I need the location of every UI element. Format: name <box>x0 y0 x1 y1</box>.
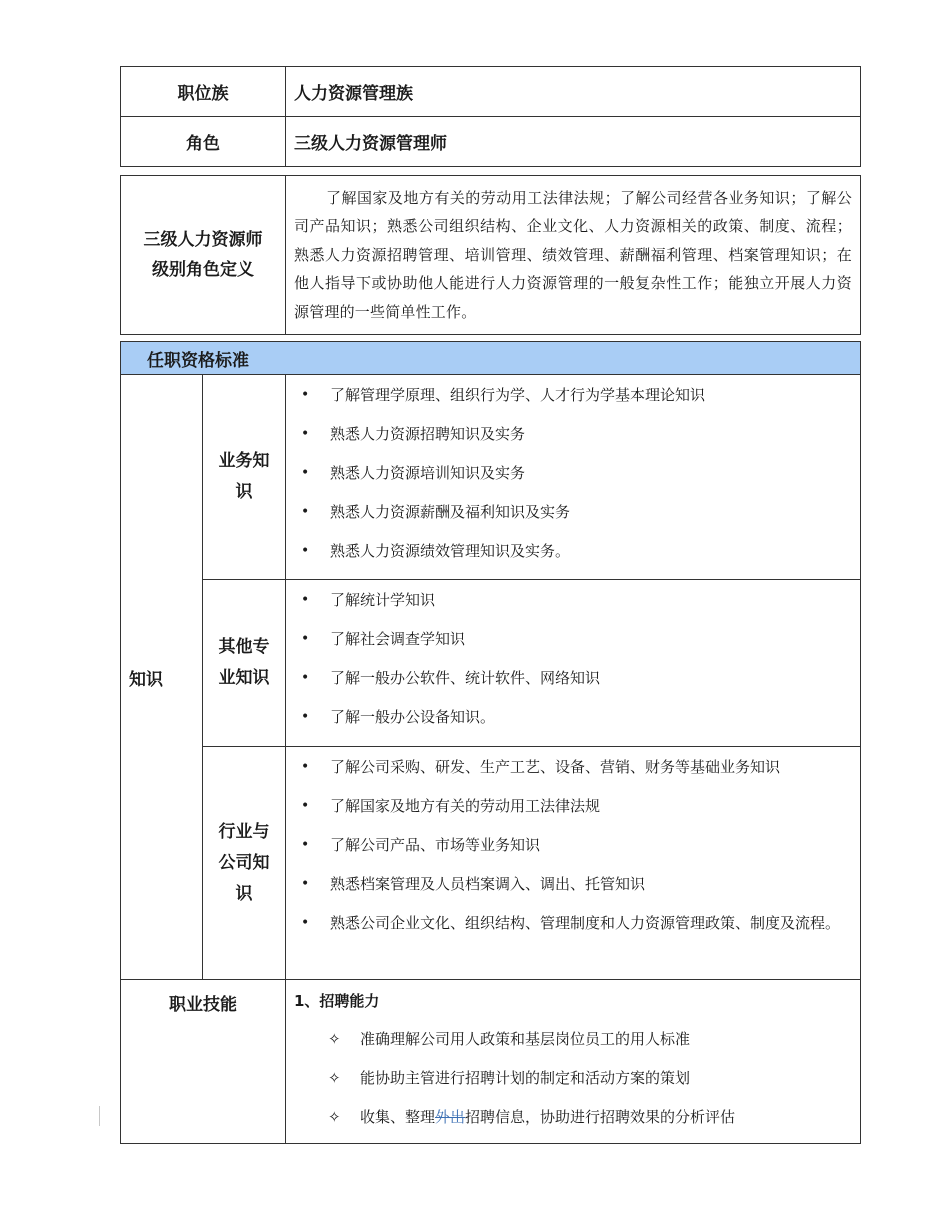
list-item <box>294 420 852 449</box>
list-item <box>294 586 852 615</box>
skills-label: 职业技能 <box>121 980 286 1144</box>
group-items-cell <box>286 580 861 747</box>
definition-label-line1: 三级人力资源师 <box>143 230 263 250</box>
skills-list <box>294 1026 852 1130</box>
list-item-text: 熟悉人力资源招聘知识及实务 <box>330 425 526 443</box>
bullet-icon: • <box>301 709 310 725</box>
list-item-text: 招聘信息，协助进行招聘效果的分析评估 <box>465 1108 736 1126</box>
group-label <box>203 375 286 580</box>
job-family-value: 人力资源管理族 <box>286 67 861 117</box>
list-item-text: 能协助主管进行招聘计划的制定和活动方案的策划 <box>360 1069 691 1087</box>
group-items-cell <box>286 747 861 980</box>
knowledge-list <box>294 753 852 937</box>
group-items-cell <box>286 375 861 580</box>
list-item <box>294 537 852 566</box>
list-item <box>294 498 852 527</box>
bullet-icon: • <box>301 543 310 559</box>
group-label-line: 公司知 <box>218 852 270 873</box>
list-item <box>294 703 852 732</box>
bullet-icon: • <box>301 915 310 931</box>
role-definition-table <box>120 175 861 335</box>
bullet-icon: • <box>301 426 310 442</box>
qualification-table <box>120 341 861 1144</box>
role-label: 角色 <box>121 117 286 167</box>
bullet-icon: • <box>301 631 310 647</box>
group-label <box>203 580 286 747</box>
list-item <box>294 753 852 782</box>
group-label-line: 其他专 <box>218 637 270 657</box>
tracked-deletion: 外出 <box>435 1108 466 1126</box>
list-item-text: 了解公司产品、市场等业务知识 <box>330 836 541 854</box>
list-item-text: 准确理解公司用人政策和基层岗位员工的用人标准 <box>360 1030 691 1048</box>
list-item-text: 熟悉公司企业文化、组织结构、管理制度和人力资源管理政策、制度及流程。 <box>330 914 841 932</box>
list-item-text: 了解社会调查学知识 <box>330 630 466 648</box>
bullet-icon: • <box>301 504 310 520</box>
knowledge-list <box>294 586 852 732</box>
qualification-title: 任职资格标准 <box>121 342 861 375</box>
list-item <box>294 1065 852 1091</box>
bullet-icon: • <box>301 465 310 481</box>
knowledge-label: 知识 <box>121 375 203 980</box>
group-label-line: 识 <box>235 482 253 502</box>
diamond-bullet-icon: ✧ <box>328 1030 341 1048</box>
definition-label <box>121 176 286 335</box>
group-label-line: 行业与 <box>218 821 270 842</box>
bullet-icon: • <box>301 759 310 775</box>
diamond-bullet-icon: ✧ <box>328 1069 341 1087</box>
list-item-text: 收集、整理 <box>360 1108 436 1126</box>
revision-margin-mark <box>99 1106 100 1126</box>
list-item-text: 熟悉档案管理及人员档案调入、调出、托管知识 <box>330 875 646 893</box>
diamond-bullet-icon: ✧ <box>328 1108 341 1126</box>
bullet-icon: • <box>301 387 310 403</box>
list-item-text: 熟悉人力资源培训知识及实务 <box>330 464 526 482</box>
list-item <box>294 1026 852 1052</box>
bullet-icon: • <box>301 798 310 814</box>
group-label <box>203 747 286 980</box>
list-item <box>294 909 852 937</box>
list-item <box>294 1104 852 1130</box>
list-item-text: 熟悉人力资源绩效管理知识及实务。 <box>330 542 571 560</box>
list-item-text: 熟悉人力资源薪酬及福利知识及实务 <box>330 503 571 521</box>
list-item <box>294 381 852 410</box>
bullet-icon: • <box>301 837 310 853</box>
job-header-table <box>120 66 861 167</box>
skills-cell <box>286 980 861 1144</box>
list-item <box>294 459 852 488</box>
list-item <box>294 625 852 654</box>
list-item <box>294 792 852 821</box>
list-item-text: 了解一般办公设备知识。 <box>330 708 496 726</box>
list-item-text: 了解公司采购、研发、生产工艺、设备、营销、财务等基础业务知识 <box>330 758 781 776</box>
job-family-label: 职位族 <box>121 67 286 117</box>
list-item-text: 了解国家及地方有关的劳动用工法律法规 <box>330 797 601 815</box>
list-item <box>294 831 852 860</box>
bullet-icon: • <box>301 592 310 608</box>
group-label-line: 业知识 <box>218 668 270 688</box>
knowledge-list <box>294 381 852 566</box>
list-item-text: 了解一般办公软件、统计软件、网络知识 <box>330 669 601 687</box>
list-item-text: 了解管理学原理、组织行为学、人才行为学基本理论知识 <box>330 386 706 404</box>
list-item <box>294 870 852 899</box>
definition-label-line2: 级别角色定义 <box>152 260 254 280</box>
definition-text: 了解国家及地方有关的劳动用工法律法规；了解公司经营各业务知识；了解公司产品知识；熟悉公司组织结构、企业文化、人力资源相关的政策、制度、流程；熟悉人力资源招聘管理、培训管理、绩效管理、薪酬福利管理、档案管理知识；在他人指导下或协助他人能进行人力资源管理的一般复杂性工作；能独立开展人力资源管理的一些简单性工作。 <box>294 188 852 321</box>
bullet-icon: • <box>301 670 310 686</box>
bullet-icon: • <box>301 876 310 892</box>
role-value: 三级人力资源管理师 <box>286 117 861 167</box>
group-label-line: 业务知 <box>218 451 270 471</box>
skill-heading: 1、招聘能力 <box>294 992 380 1010</box>
definition-cell <box>286 176 861 335</box>
list-item-text: 了解统计学知识 <box>330 591 436 609</box>
list-item <box>294 664 852 693</box>
group-label-line: 识 <box>235 883 253 904</box>
